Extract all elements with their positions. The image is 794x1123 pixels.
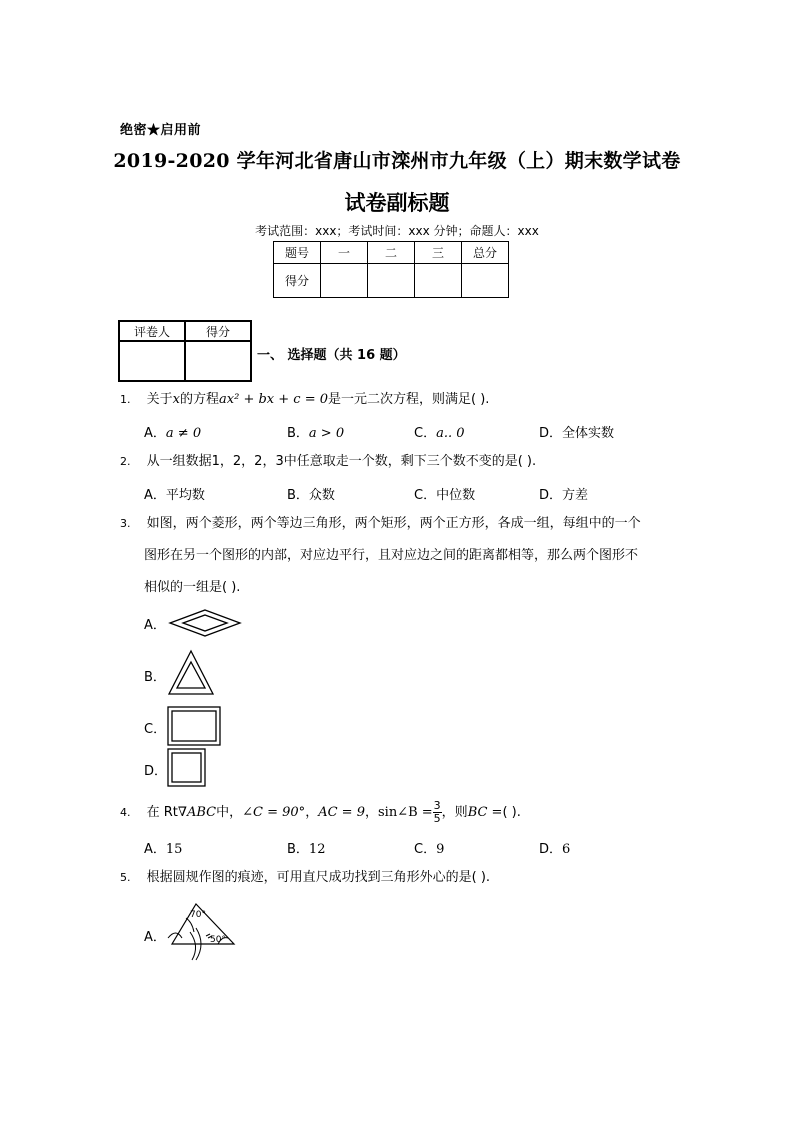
section-heading: 一、 选择题（共 16 题） bbox=[257, 348, 406, 363]
option-text: 15 bbox=[165, 842, 183, 857]
question-number: 3. bbox=[120, 517, 131, 530]
option-label: A． bbox=[144, 426, 166, 441]
question-text: 是一元二次方程，则满足( ). bbox=[328, 392, 490, 407]
question-text-line: 相似的一组是( ). bbox=[144, 580, 241, 595]
nested-rhombus-icon bbox=[168, 608, 242, 638]
option-3c bbox=[144, 718, 166, 737]
option-text: 中位数 bbox=[436, 488, 476, 503]
score-table bbox=[273, 241, 509, 298]
option-label: C． bbox=[414, 842, 437, 857]
math-side: BC = bbox=[467, 805, 503, 820]
grader-header-cell: 评卷人 bbox=[119, 321, 185, 341]
option-1c bbox=[414, 422, 465, 441]
nested-square-icon bbox=[167, 748, 207, 788]
option-label: B． bbox=[287, 842, 309, 857]
score-cell bbox=[321, 264, 368, 298]
angle-label-right: 50° bbox=[210, 935, 226, 945]
score-header-cell: 三 bbox=[415, 242, 462, 264]
option-5a bbox=[144, 926, 166, 945]
score-table-header-row bbox=[274, 242, 509, 264]
grader-blank-row bbox=[119, 341, 251, 381]
option-label: A． bbox=[144, 842, 166, 857]
option-text: 9 bbox=[436, 842, 445, 857]
option-text: a.. 0 bbox=[436, 426, 465, 441]
option-label: C． bbox=[414, 426, 437, 441]
question-text-line: 图形在另一个图形的内部，对应边平行，且对应边之间的距离都相等，那么两个图形不 bbox=[144, 548, 639, 563]
question-text: 从一组数据1，2，2，3中任意取走一个数，剩下三个数不变的是( ). bbox=[146, 454, 537, 469]
math-variable: x bbox=[172, 392, 180, 407]
page-subtitle: 试卷副标题 bbox=[344, 190, 450, 215]
option-text: 方差 bbox=[562, 488, 589, 503]
option-4c bbox=[414, 838, 444, 857]
math-equation: ax² + bx + c = 0 bbox=[219, 392, 328, 407]
option-label: B． bbox=[287, 426, 309, 441]
question-1 bbox=[120, 390, 489, 410]
question-text: 中， bbox=[216, 805, 243, 820]
score-cell bbox=[368, 264, 415, 298]
question-3 bbox=[120, 514, 641, 534]
option-label: B． bbox=[144, 670, 166, 685]
option-text: 平均数 bbox=[165, 488, 205, 503]
option-4b bbox=[287, 838, 325, 857]
question-5 bbox=[120, 868, 490, 888]
question-number: 2. bbox=[120, 455, 131, 468]
option-text: a > 0 bbox=[308, 426, 345, 441]
option-label: A． bbox=[144, 618, 166, 633]
score-header-cell: 题号 bbox=[274, 242, 321, 264]
confidential-label: 绝密★启用前 bbox=[120, 123, 202, 138]
option-2d bbox=[539, 484, 588, 503]
option-3b bbox=[144, 666, 166, 685]
option-label: D． bbox=[539, 426, 563, 441]
grader-cell bbox=[185, 341, 251, 381]
option-label: C． bbox=[144, 722, 167, 737]
score-header-cell: 总分 bbox=[462, 242, 509, 264]
option-label: C． bbox=[414, 488, 437, 503]
question-number: 4. bbox=[120, 806, 131, 819]
score-cell bbox=[462, 264, 509, 298]
option-2a bbox=[144, 484, 205, 503]
exam-info: 考试范围：xxx；考试时间：xxx 分钟；命题人：xxx bbox=[255, 224, 539, 238]
option-4d bbox=[539, 838, 570, 857]
math-sin: sin∠B = bbox=[377, 805, 433, 820]
grader-cell bbox=[119, 341, 185, 381]
score-cell bbox=[415, 264, 462, 298]
compass-construction-triangle-icon bbox=[166, 898, 238, 964]
grader-header-row bbox=[119, 321, 251, 341]
score-header-cell: 一 bbox=[321, 242, 368, 264]
option-3d bbox=[144, 760, 167, 779]
question-number: 1. bbox=[120, 393, 131, 406]
option-label: B． bbox=[287, 488, 309, 503]
option-text: 众数 bbox=[308, 488, 335, 503]
math-angle: ∠C = 90° bbox=[242, 805, 306, 820]
question-text: ， bbox=[364, 805, 378, 820]
option-4a bbox=[144, 838, 182, 857]
option-label: D． bbox=[539, 488, 563, 503]
math-side: AC = 9 bbox=[318, 805, 365, 820]
option-text: 12 bbox=[308, 842, 326, 857]
grader-header-cell: 得分 bbox=[185, 321, 251, 341]
math-fraction bbox=[433, 800, 442, 825]
question-text: ，则 bbox=[441, 805, 468, 820]
option-1d bbox=[539, 422, 614, 441]
option-text: a ≠ 0 bbox=[165, 426, 202, 441]
option-label: D． bbox=[144, 764, 168, 779]
option-2c bbox=[414, 484, 475, 503]
question-text: 的方程 bbox=[180, 392, 220, 407]
option-text: 全体实数 bbox=[562, 426, 615, 441]
option-label: A． bbox=[144, 930, 166, 945]
option-label: D． bbox=[539, 842, 563, 857]
angle-label-top: 70° bbox=[190, 910, 206, 920]
option-1b bbox=[287, 422, 344, 441]
question-4 bbox=[120, 800, 521, 825]
option-2b bbox=[287, 484, 335, 503]
question-text: 关于 bbox=[146, 392, 173, 407]
fraction-denominator: 5 bbox=[433, 812, 441, 825]
question-text: ( ). bbox=[502, 805, 521, 820]
question-2 bbox=[120, 452, 536, 472]
question-text-line: 如图，两个菱形，两个等边三角形，两个矩形，两个正方形，各成一组，每组中的一个 bbox=[146, 516, 641, 531]
question-number: 5. bbox=[120, 871, 131, 884]
grader-table bbox=[118, 320, 252, 382]
question-text: 根据圆规作图的痕迹，可用直尺成功找到三角形外心的是( ). bbox=[146, 870, 491, 885]
question-text: 在 Rt bbox=[146, 805, 178, 820]
nested-triangle-icon bbox=[167, 648, 215, 696]
fraction-numerator: 3 bbox=[433, 799, 441, 812]
nested-rectangle-icon bbox=[167, 706, 221, 746]
page-title: 2019-2020 学年河北省唐山市滦州市九年级（上）期末数学试卷 bbox=[113, 150, 681, 172]
score-table-score-row bbox=[274, 264, 509, 298]
math-triangle: ∇ABC bbox=[177, 805, 217, 820]
option-label: A． bbox=[144, 488, 166, 503]
option-1a bbox=[144, 422, 201, 441]
option-text: 6 bbox=[562, 842, 571, 857]
score-row-label: 得分 bbox=[274, 264, 321, 298]
score-header-cell: 二 bbox=[368, 242, 415, 264]
question-text: ， bbox=[305, 805, 319, 820]
option-3a bbox=[144, 614, 166, 633]
